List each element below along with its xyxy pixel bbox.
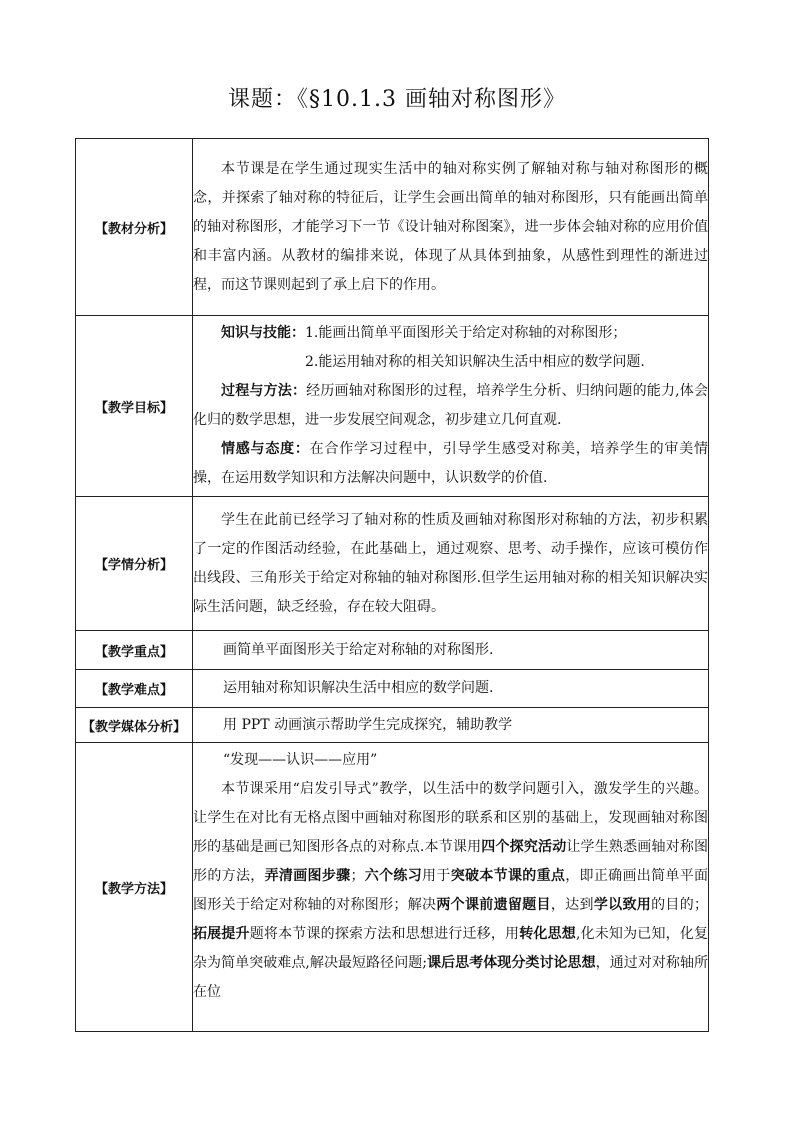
- method-text-5: ，即正确画出简单平面图形关于给定对称轴的对称图形；解决: [193, 868, 709, 913]
- lesson-plan-table: [75, 138, 709, 1032]
- method-quote: “发现——认识——应用”: [223, 752, 378, 768]
- method-text-4: 用于: [422, 868, 451, 884]
- row-label-key-point: 【教学重点】: [76, 631, 193, 670]
- media-text: 用 PPT 动画演示帮助学生完成探究，辅助教学: [223, 716, 513, 733]
- emotion-heading: 情感与态度：: [221, 441, 310, 457]
- table-row-difficulty: [76, 670, 709, 708]
- process-text: 经历画轴对称图形的过程，培养学生分析、归纳问题的能力,体会化归的数学思想，进一步发展空间观念，初步建立几何直观.: [193, 383, 708, 428]
- method-text-6: ，达到: [550, 897, 594, 913]
- row-label-textbook: 【教材分析】: [76, 139, 193, 316]
- method-bold-6: 学以致用: [593, 897, 652, 913]
- method-bold-4: 突破本节课的重点: [450, 868, 566, 884]
- table-row-key-point: [76, 631, 709, 670]
- process-paragraph: [193, 377, 708, 435]
- learners-analysis-text: 学生在此前已经学习了轴对称的性质及画轴对称图形对称轴的方法，初步积累了一定的作图活动经验，在此基础上，通过观察、思考、动手操作，应该可模仿作出线段、三角形关于给定对称轴的轴对称图形.但学生运用轴对称的相关知识解决实际生活问题，缺乏经验，存在较大阻碍。: [193, 511, 708, 615]
- row-content-key-point: [193, 631, 709, 670]
- method-bold-5: 两个课前遗留题目: [436, 897, 551, 913]
- table-row-learners: [76, 497, 709, 631]
- row-content-method: [193, 743, 709, 1032]
- method-bold-2: 弄清画图步骤: [264, 868, 351, 884]
- difficulty-text: 运用轴对称知识解决生活中相应的数学问题.: [223, 680, 494, 696]
- row-content-difficulty: [193, 670, 709, 708]
- process-heading: 过程与方法：: [221, 383, 307, 399]
- key-point-text: 画简单平面图形关于给定对称轴的对称图形.: [223, 641, 494, 658]
- method-text-3: ；: [350, 868, 365, 884]
- table-row-method: [76, 743, 709, 1032]
- method-bold-9: 课后思考体现分类讨论思想: [427, 955, 596, 971]
- knowledge-line-1: [193, 319, 708, 348]
- method-paragraph: [193, 775, 708, 1007]
- method-bold-3: 六个练习: [364, 868, 423, 884]
- page-title: 课题：《§10.1.3 画轴对称图形》: [228, 87, 566, 112]
- table-row-goals: [76, 316, 709, 497]
- method-bold-8: 转化思想: [519, 926, 576, 942]
- method-bold-1: 四个探究活动: [481, 839, 567, 855]
- method-text-1: 本节课采用“启发引导式”教学，以生活中的数学问题引入，激发学生的兴趣。让学生在对比有无格点图中画轴对称图形的联系和区别的基础上，发现画轴对称图形的基础是画已知图形各点的对称点.本节课用: [193, 781, 708, 855]
- emotion-text: 在合作学习过程中，引导学生感受对称美，培养学生的审美情操，在运用数学知识和方法解决问题中，认识数学的价值.: [193, 441, 708, 486]
- textbook-analysis-text: 本节课是在学生通过现实生活中的轴对称实例了解轴对称与轴对称图形的概念，并探索了轴对称的特征后，让学生会画出简单的轴对称图形，只有能画出简单的轴对称图形，才能学习下一节《设计轴对称图案》，进一步体会轴对称的应用价值和丰富内涵。从教材的编排来说，体现了从具体到抽象，从感性到理性的渐进过程，而这节课则起到了承上启下的作用。: [193, 160, 708, 293]
- method-bold-7: 拓展提升: [193, 926, 250, 942]
- table-row-media: [76, 708, 709, 743]
- row-content-textbook: [193, 139, 709, 316]
- row-content-goals: [193, 316, 709, 497]
- row-label-media: 【教学媒体分析】: [76, 708, 193, 743]
- row-content-media: [193, 708, 709, 743]
- method-text-10: ，通过对对称轴所在位: [193, 955, 709, 1000]
- knowledge-item-1: 1.能画出简单平面图形关于给定对称轴的对称图形；: [305, 325, 627, 341]
- emotion-paragraph: [193, 435, 708, 493]
- method-text-8: 题将本节课的探索方法和思想进行迁移，用: [249, 926, 520, 942]
- table-row-textbook: [76, 139, 709, 316]
- method-text-7: 的目的；: [651, 897, 709, 913]
- row-content-learners: [193, 497, 709, 631]
- knowledge-item-2: 2.能运用轴对称的相关知识解决生活中相应的数学问题.: [305, 354, 645, 370]
- row-label-goals: 【教学目标】: [76, 316, 193, 497]
- method-text-9: ,化未知为已知，化复杂为简单突破难点,解决最短路径问题;: [193, 926, 709, 971]
- row-label-method: 【教学方法】: [76, 743, 193, 1032]
- row-label-learners: 【学情分析】: [76, 497, 193, 631]
- row-label-difficulty: 【教学难点】: [76, 670, 193, 708]
- method-text-2: 让学生熟悉画轴对称图形的方法，: [193, 839, 709, 884]
- knowledge-heading: 知识与技能：: [221, 325, 305, 341]
